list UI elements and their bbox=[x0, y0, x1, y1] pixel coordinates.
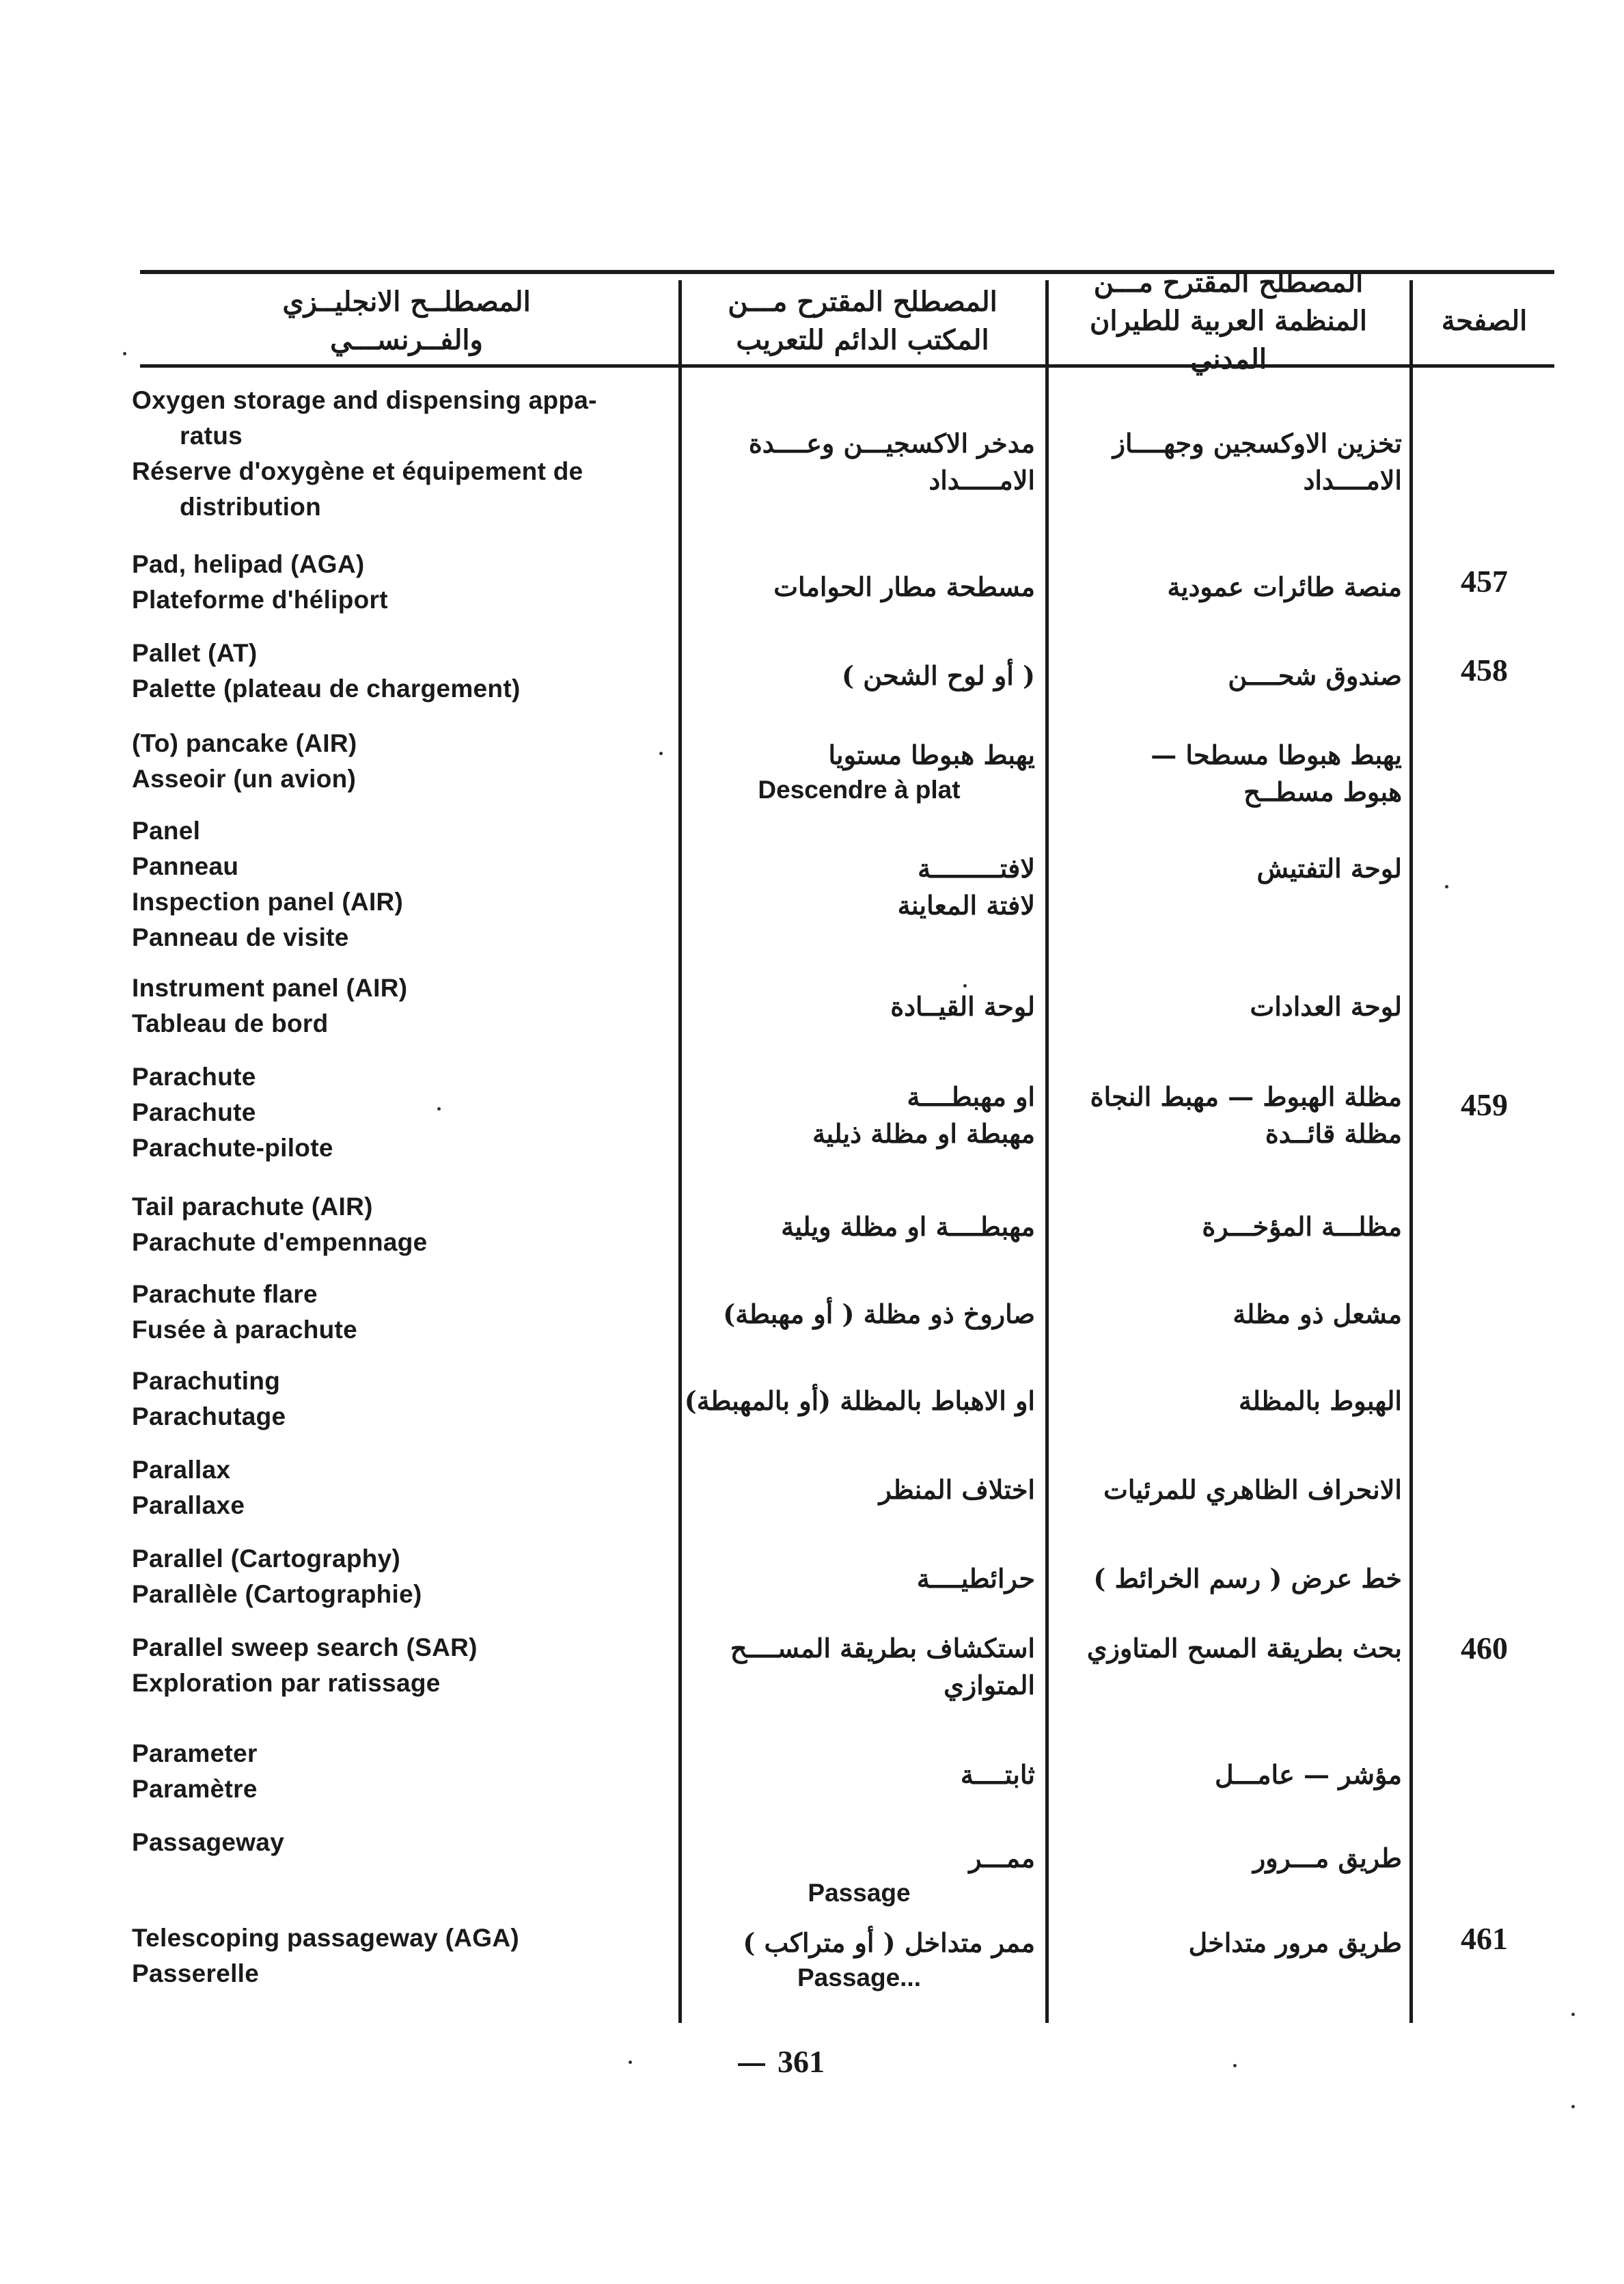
term-line: Inspection panel (AIR) bbox=[132, 888, 404, 916]
column-divider-1 bbox=[678, 280, 682, 2023]
acao-term bbox=[1050, 1630, 1402, 1667]
english-french-term bbox=[132, 1920, 672, 1991]
term-line: لافتة المعاينة bbox=[897, 890, 1035, 921]
term-line: مهبطــــة او مظلة ويلية bbox=[781, 1211, 1035, 1242]
term-line: مظلة قائــدة bbox=[1265, 1118, 1402, 1149]
term-line: لافتـــــــــة bbox=[918, 853, 1035, 884]
column-divider-2 bbox=[1045, 280, 1049, 2023]
term-line: طريق مرور متداخل bbox=[1188, 1927, 1402, 1958]
term-line: ratus bbox=[180, 422, 243, 450]
scan-speck bbox=[629, 2061, 632, 2064]
term-line: Parameter bbox=[132, 1739, 258, 1767]
term-line: اختلاف المنظر bbox=[879, 1474, 1035, 1505]
term-line: استكشاف بطريقة المســــح bbox=[730, 1633, 1035, 1663]
term-line: Asseoir (un avion) bbox=[132, 765, 357, 793]
term-line: Passerelle bbox=[132, 1959, 260, 1987]
permanent-office-term bbox=[683, 1078, 1035, 1152]
permanent-office-term bbox=[683, 569, 1035, 606]
acao-term bbox=[1050, 737, 1402, 811]
term-line: المتوازي bbox=[944, 1670, 1035, 1700]
term-line: Parallel sweep search (SAR) bbox=[132, 1633, 478, 1661]
term-line: Parachute bbox=[132, 1063, 256, 1091]
header-english-french-line1: المصطلــح الانجليــزي bbox=[282, 286, 531, 318]
header-acao bbox=[1050, 267, 1407, 375]
term-line: او مهبطــــة bbox=[907, 1081, 1035, 1112]
acao-term bbox=[1050, 988, 1402, 1025]
term-line: هبوط مسطــح bbox=[1243, 776, 1402, 807]
term-line: يهبط هبوطا مستويا bbox=[828, 739, 1035, 770]
term-line: Pad, helipad (AGA) bbox=[132, 550, 365, 578]
term-line: ثابتــــة bbox=[960, 1759, 1035, 1790]
term-line: Instrument panel (AIR) bbox=[132, 974, 408, 1002]
french-note: Descendre à plat bbox=[758, 776, 961, 804]
acao-term bbox=[1050, 1471, 1402, 1508]
term-line: صاروخ ذو مظلة ( أو مهبطة) bbox=[723, 1299, 1035, 1329]
english-french-term bbox=[132, 970, 672, 1042]
scan-speck bbox=[1571, 2013, 1575, 2016]
term-line: Parachuting bbox=[132, 1367, 281, 1395]
scan-speck bbox=[437, 1107, 441, 1111]
term-line: Parallaxe bbox=[132, 1491, 245, 1519]
permanent-office-term bbox=[683, 1925, 1035, 1961]
term-line: منصة طائرات عمودية bbox=[1167, 571, 1402, 602]
term-line: Exploration par ratissage bbox=[132, 1669, 441, 1697]
scan-speck bbox=[1571, 2105, 1575, 2108]
permanent-office-term bbox=[683, 1630, 1035, 1704]
english-french-term bbox=[132, 636, 672, 707]
term-line: Paramètre bbox=[132, 1775, 258, 1803]
term-line: خط عرض ( رسم الخرائط ) bbox=[1093, 1563, 1402, 1594]
term-line: الامـــــداد bbox=[928, 465, 1035, 495]
term-line: Parachute flare bbox=[132, 1280, 318, 1308]
permanent-office-term bbox=[683, 657, 1035, 694]
term-line: ( أو لوح الشحن ) bbox=[841, 660, 1035, 691]
acao-term bbox=[1050, 1078, 1402, 1152]
acao-term bbox=[1050, 569, 1402, 606]
acao-term bbox=[1050, 850, 1402, 887]
term-line: Telescoping passageway (AGA) bbox=[132, 1924, 519, 1952]
french-note: Passage... bbox=[797, 1963, 921, 1991]
term-line: مظلـــة المؤخـــرة bbox=[1202, 1211, 1402, 1242]
english-french-term bbox=[132, 1189, 672, 1260]
term-line: Panneau bbox=[132, 852, 239, 880]
english-french-term bbox=[132, 813, 672, 955]
header-english-french-line2: والفــرنســـي bbox=[330, 324, 483, 356]
english-french-term bbox=[132, 1277, 672, 1348]
page-reference: 457 bbox=[1461, 564, 1508, 599]
term-line: حرائطيــــة bbox=[916, 1563, 1035, 1594]
term-line: Parachute-pilote bbox=[132, 1134, 333, 1162]
permanent-office-term bbox=[683, 850, 1035, 924]
permanent-office-term bbox=[683, 737, 1035, 774]
term-line: مسطحة مطار الحوامات bbox=[773, 571, 1035, 602]
term-line: بحث بطريقة المسح المتاوزي bbox=[1086, 1633, 1402, 1663]
permanent-office-term bbox=[683, 1471, 1035, 1508]
permanent-office-term bbox=[683, 1296, 1035, 1333]
column-divider-3 bbox=[1409, 280, 1413, 2023]
acao-term bbox=[1050, 1208, 1402, 1245]
term-line: Oxygen storage and dispensing appa- bbox=[132, 386, 597, 414]
term-line: Passageway bbox=[132, 1828, 285, 1856]
term-line: طريق مـــرور bbox=[1252, 1843, 1402, 1873]
term-line: Réserve d'oxygène et équipement de bbox=[132, 457, 583, 485]
term-line: Panel bbox=[132, 817, 201, 845]
acao-term bbox=[1050, 1925, 1402, 1961]
acao-term bbox=[1050, 1756, 1402, 1793]
english-french-term bbox=[132, 1825, 672, 1860]
term-line: مشعل ذو مظلة bbox=[1233, 1299, 1402, 1329]
acao-term bbox=[1050, 425, 1402, 499]
term-line: Palette (plateau de chargement) bbox=[132, 675, 521, 703]
permanent-office-term bbox=[683, 1756, 1035, 1793]
english-french-term bbox=[132, 383, 672, 525]
term-line: يهبط هبوطا مسطحا — bbox=[1151, 739, 1402, 770]
term-line: ممـــر bbox=[969, 1843, 1035, 1873]
term-line: لوحة العدادات bbox=[1250, 991, 1402, 1022]
header-english-french bbox=[140, 284, 673, 359]
term-line: مدخر الاكسجيـــن وعــــدة bbox=[748, 428, 1035, 459]
term-line: Pallet (AT) bbox=[132, 639, 258, 667]
english-french-term bbox=[132, 1059, 672, 1166]
term-line: Parachute d'empennage bbox=[132, 1228, 428, 1256]
page-footer bbox=[738, 2043, 943, 2080]
term-line: لوحة القيــادة bbox=[890, 991, 1035, 1022]
english-french-term bbox=[132, 1736, 672, 1807]
term-line: Tableau de bord bbox=[132, 1009, 329, 1037]
term-line: (To) pancake (AIR) bbox=[132, 729, 357, 757]
term-line: distribution bbox=[180, 493, 322, 521]
scan-speck bbox=[1233, 2064, 1237, 2067]
acao-term bbox=[1050, 1560, 1402, 1597]
term-line: مهبطة او مظلة ذيلية bbox=[812, 1118, 1035, 1149]
term-line: Panneau de visite bbox=[132, 923, 349, 951]
header-page bbox=[1414, 284, 1554, 359]
term-line: Parachute bbox=[132, 1098, 256, 1126]
english-french-term bbox=[132, 1363, 672, 1435]
header-acao-line1: المصطلح المقترح مـــن bbox=[1093, 267, 1364, 299]
english-french-term bbox=[132, 1630, 672, 1701]
header-permanent-office-line2: المكتب الدائم للتعريب bbox=[736, 324, 989, 356]
english-french-term bbox=[132, 1541, 672, 1612]
permanent-office-term bbox=[683, 1840, 1035, 1877]
footer-page-number: 361 bbox=[777, 2044, 825, 2079]
term-line: مظلة الهبوط — مهبط النجاة bbox=[1090, 1081, 1402, 1112]
term-line: او الاهباط بالمظلة (أو بالمهبطة) bbox=[684, 1385, 1035, 1416]
scan-speck bbox=[123, 352, 126, 355]
term-line: Fusée à parachute bbox=[132, 1316, 358, 1344]
permanent-office-term bbox=[683, 1383, 1035, 1419]
page-reference: 458 bbox=[1461, 653, 1508, 688]
permanent-office-term bbox=[683, 1560, 1035, 1597]
term-line: لوحة التفتيش bbox=[1256, 853, 1402, 884]
scan-speck bbox=[659, 752, 663, 755]
english-french-term bbox=[132, 1452, 672, 1523]
permanent-office-term bbox=[683, 1208, 1035, 1245]
english-french-term bbox=[132, 547, 672, 618]
header-page-label: الصفحة bbox=[1441, 305, 1528, 337]
page-reference: 461 bbox=[1461, 1921, 1508, 1956]
page-reference: 459 bbox=[1461, 1087, 1508, 1122]
term-line: تخزين الاوكسجين وجهــــاز bbox=[1112, 428, 1402, 459]
permanent-office-term bbox=[683, 425, 1035, 499]
scan-speck bbox=[963, 984, 967, 988]
acao-term bbox=[1050, 1840, 1402, 1877]
permanent-office-term bbox=[683, 988, 1035, 1025]
header-permanent-office bbox=[683, 284, 1042, 359]
term-line: الامــــداد bbox=[1303, 465, 1402, 495]
acao-term bbox=[1050, 657, 1402, 694]
footer-dash bbox=[738, 2063, 765, 2066]
acao-term bbox=[1050, 1383, 1402, 1419]
scan-speck bbox=[1445, 885, 1448, 888]
term-line: Plateforme d'héliport bbox=[132, 586, 388, 614]
term-line: Parallax bbox=[132, 1456, 231, 1484]
english-french-term bbox=[132, 726, 672, 797]
term-line: الانحراف الظاهري للمرئيات bbox=[1103, 1474, 1402, 1505]
term-line: مؤشر — عامـــل bbox=[1214, 1759, 1402, 1790]
header-acao-line2: المنظمة العربية للطيران المدني bbox=[1090, 305, 1367, 375]
header-permanent-office-line1: المصطلح المقترح مـــن bbox=[728, 286, 997, 318]
acao-term bbox=[1050, 1296, 1402, 1333]
term-line: Parallel (Cartography) bbox=[132, 1545, 401, 1573]
term-line: Parachutage bbox=[132, 1402, 286, 1430]
term-line: الهبوط بالمظلة bbox=[1239, 1385, 1402, 1416]
term-line: ممر متداخل ( أو متراكب ) bbox=[743, 1927, 1035, 1958]
term-line: Tail parachute (AIR) bbox=[132, 1193, 373, 1221]
page-reference: 460 bbox=[1461, 1631, 1508, 1666]
french-note: Passage bbox=[808, 1879, 911, 1907]
term-line: Parallèle (Cartographie) bbox=[132, 1580, 422, 1608]
term-line: صندوق شحــــن bbox=[1228, 660, 1402, 691]
